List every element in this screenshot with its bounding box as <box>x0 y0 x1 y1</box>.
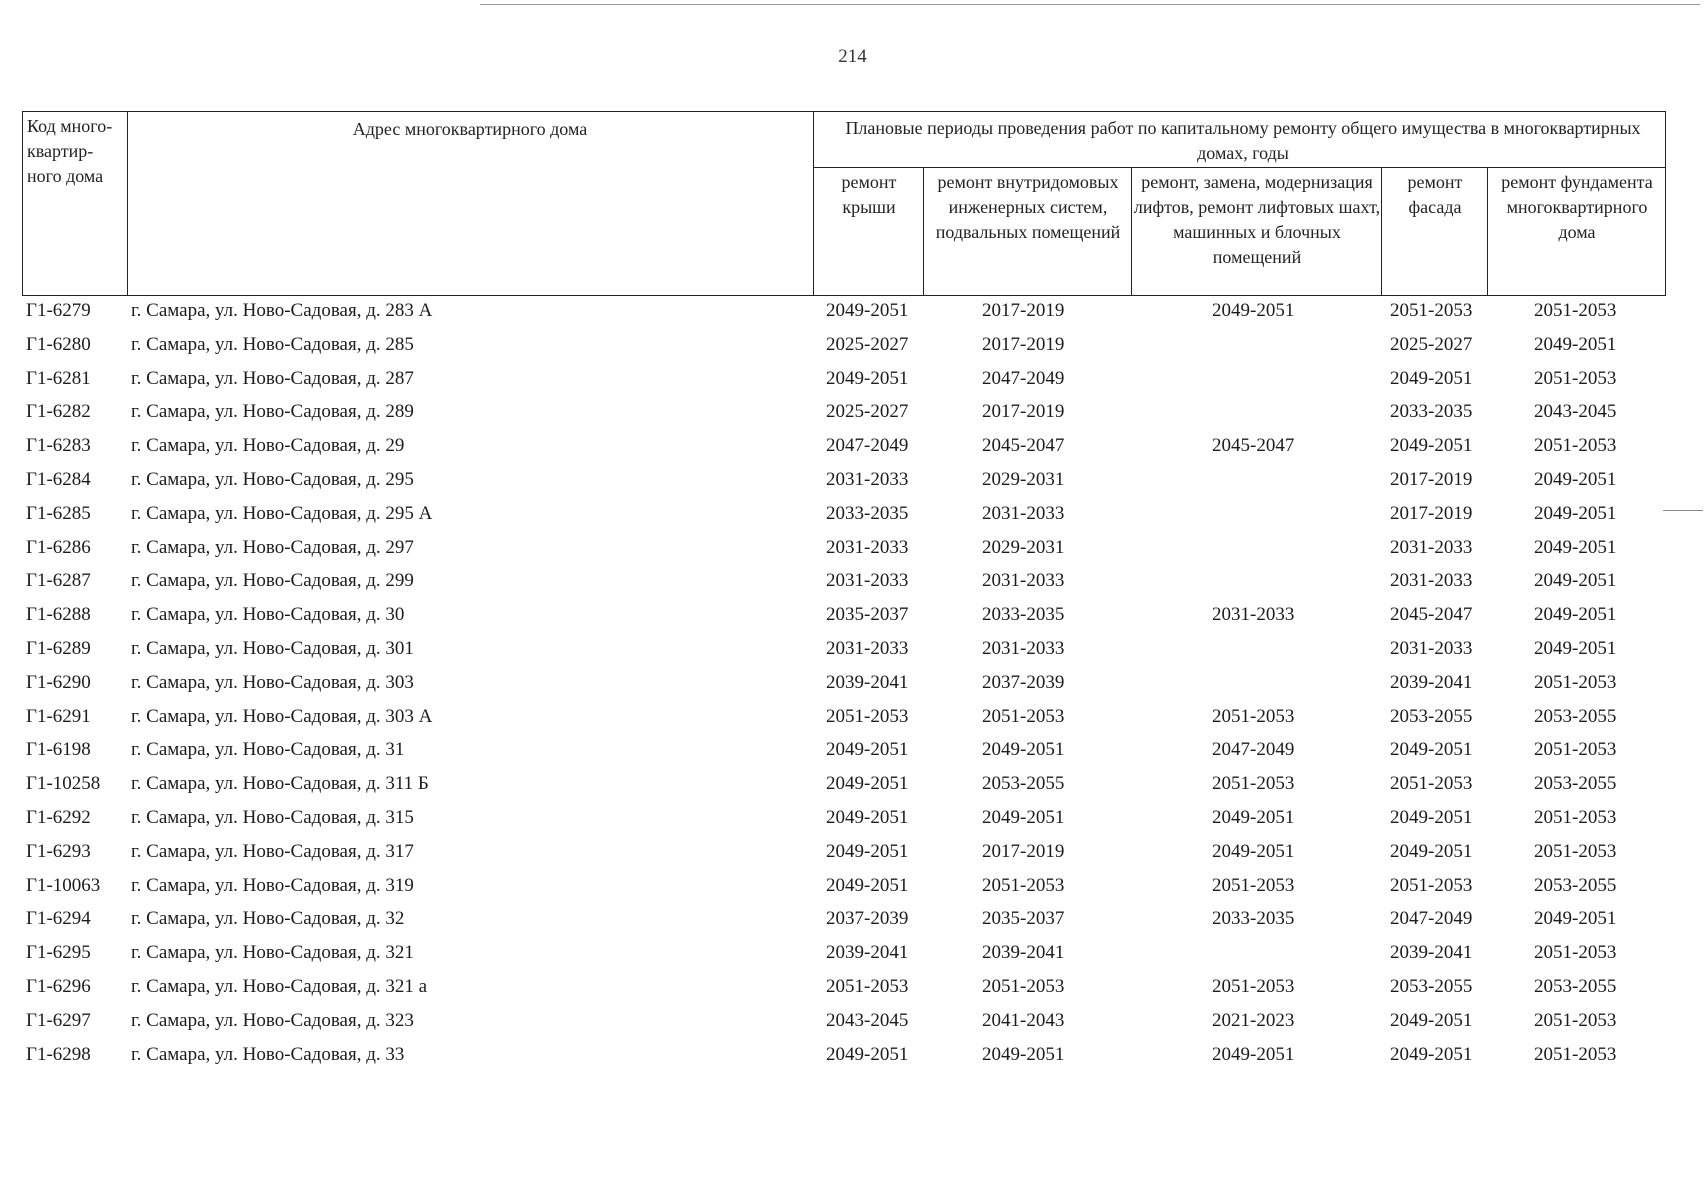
cell-engineering: 2045-2047 <box>982 435 1065 457</box>
cell-facade: 2039-2041 <box>1390 671 1473 693</box>
cell-foundation: 2049-2051 <box>1534 333 1617 355</box>
header-engineering: ремонт внутридомовых инженерных систем, подвальных помещений <box>935 172 1121 242</box>
cell-facade: 2049-2051 <box>1390 435 1473 457</box>
cell-facade: 2049-2051 <box>1390 367 1473 389</box>
cell-facade: 2039-2041 <box>1390 942 1473 964</box>
cell-engineering: 2041-2043 <box>982 1009 1065 1031</box>
table-row <box>0 533 1705 567</box>
cell-foundation: 2053-2055 <box>1534 773 1617 795</box>
cell-lifts: 2047-2049 <box>1212 739 1295 761</box>
cell-address: г. Самара, ул. Ново-Садовая, д. 30 <box>131 604 405 626</box>
table-row <box>0 634 1705 668</box>
cell-foundation: 2049-2051 <box>1534 502 1617 524</box>
cell-roof: 2035-2037 <box>826 604 909 626</box>
cell-lifts: 2051-2053 <box>1212 975 1295 997</box>
cell-code: Г1-6290 <box>26 671 91 693</box>
cell-code: Г1-6279 <box>26 300 91 321</box>
cell-roof: 2043-2045 <box>826 1009 909 1031</box>
table-row <box>0 465 1705 499</box>
cell-foundation: 2051-2053 <box>1534 806 1617 828</box>
cell-address: г. Самара, ул. Ново-Садовая, д. 303 <box>131 671 414 693</box>
cell-code: Г1-6287 <box>26 570 91 592</box>
cell-engineering: 2029-2031 <box>982 468 1065 490</box>
cell-address: г. Самара, ул. Ново-Садовая, д. 32 <box>131 908 405 930</box>
cell-facade: 2049-2051 <box>1390 739 1473 761</box>
cell-roof: 2031-2033 <box>826 637 909 659</box>
header-divider <box>1487 167 1488 295</box>
cell-address: г. Самара, ул. Ново-Садовая, д. 301 <box>131 637 414 659</box>
cell-facade: 2053-2055 <box>1390 975 1473 997</box>
cell-code: Г1-6294 <box>26 908 91 930</box>
cell-code: Г1-10063 <box>26 874 101 896</box>
cell-code: Г1-6288 <box>26 604 91 626</box>
cell-address: г. Самара, ул. Ново-Садовая, д. 287 <box>131 367 414 389</box>
header-divider <box>813 112 814 295</box>
table-row <box>0 769 1705 803</box>
cell-foundation: 2051-2053 <box>1534 1043 1617 1065</box>
cell-foundation: 2049-2051 <box>1534 908 1617 930</box>
header-periods: Плановые периоды проведения работ по капитальному ремонту общего имущества в многоквартирных домах, годы <box>845 118 1641 163</box>
cell-code: Г1-6285 <box>26 502 91 524</box>
cell-code: Г1-6292 <box>26 806 91 828</box>
cell-facade: 2051-2053 <box>1390 874 1473 896</box>
cell-roof: 2039-2041 <box>826 671 909 693</box>
cell-facade: 2049-2051 <box>1390 1009 1473 1031</box>
cell-address: г. Самара, ул. Ново-Садовая, д. 289 <box>131 401 414 423</box>
table-row <box>0 938 1705 972</box>
cell-address: г. Самара, ул. Ново-Садовая, д. 283 А <box>131 300 433 321</box>
table-row <box>0 972 1705 1006</box>
cell-address: г. Самара, ул. Ново-Садовая, д. 33 <box>131 1043 405 1065</box>
cell-foundation: 2053-2055 <box>1534 705 1617 727</box>
cell-facade: 2031-2033 <box>1390 570 1473 592</box>
cell-address: г. Самара, ул. Ново-Садовая, д. 315 <box>131 806 414 828</box>
header-divider <box>127 112 128 295</box>
cell-roof: 2037-2039 <box>826 908 909 930</box>
cell-facade: 2017-2019 <box>1390 468 1473 490</box>
cell-engineering: 2047-2049 <box>982 367 1065 389</box>
cell-facade: 2017-2019 <box>1390 502 1473 524</box>
cell-code: Г1-6298 <box>26 1043 91 1065</box>
table-row <box>0 1040 1705 1074</box>
table-row <box>0 1006 1705 1040</box>
page-number: 214 <box>838 46 867 67</box>
cell-code: Г1-6280 <box>26 333 91 355</box>
cell-facade: 2033-2035 <box>1390 401 1473 423</box>
cell-foundation: 2053-2055 <box>1534 975 1617 997</box>
cell-engineering: 2033-2035 <box>982 604 1065 626</box>
table-row <box>0 803 1705 837</box>
cell-facade: 2047-2049 <box>1390 908 1473 930</box>
cell-roof: 2049-2051 <box>826 739 909 761</box>
cell-foundation: 2051-2053 <box>1534 300 1617 321</box>
cell-engineering: 2049-2051 <box>982 1043 1065 1065</box>
cell-code: Г1-6284 <box>26 468 91 490</box>
table-row <box>0 330 1705 364</box>
cell-facade: 2051-2053 <box>1390 773 1473 795</box>
cell-address: г. Самара, ул. Ново-Садовая, д. 303 А <box>131 705 433 727</box>
header-facade: ремонт фасада <box>1407 172 1463 217</box>
cell-roof: 2033-2035 <box>826 502 909 524</box>
cell-address: г. Самара, ул. Ново-Садовая, д. 321 <box>131 942 414 964</box>
table-row <box>0 566 1705 600</box>
table-row <box>0 702 1705 736</box>
cell-engineering: 2049-2051 <box>982 806 1065 828</box>
cell-foundation: 2049-2051 <box>1534 536 1617 558</box>
header-lifts: ремонт, замена, модернизация лифтов, ремонт лифтовых шахт, машинных и блочных помещений <box>1133 172 1381 267</box>
cell-roof: 2039-2041 <box>826 942 909 964</box>
cell-roof: 2051-2053 <box>826 705 909 727</box>
cell-engineering: 2029-2031 <box>982 536 1065 558</box>
cell-engineering: 2017-2019 <box>982 333 1065 355</box>
cell-address: г. Самара, ул. Ново-Садовая, д. 319 <box>131 874 414 896</box>
cell-address: г. Самара, ул. Ново-Садовая, д. 323 <box>131 1009 414 1031</box>
cell-code: Г1-6293 <box>26 840 91 862</box>
cell-roof: 2049-2051 <box>826 806 909 828</box>
cell-facade: 2049-2051 <box>1390 1043 1473 1065</box>
cell-engineering: 2051-2053 <box>982 874 1065 896</box>
cell-code: Г1-6289 <box>26 637 91 659</box>
cell-code: Г1-6297 <box>26 1009 91 1031</box>
cell-engineering: 2031-2033 <box>982 502 1065 524</box>
cell-lifts: 2049-2051 <box>1212 300 1295 321</box>
cell-engineering: 2051-2053 <box>982 705 1065 727</box>
cell-engineering: 2035-2037 <box>982 908 1065 930</box>
table-row <box>0 600 1705 634</box>
header-divider <box>813 167 1665 168</box>
cell-roof: 2031-2033 <box>826 536 909 558</box>
cell-facade: 2031-2033 <box>1390 536 1473 558</box>
table-row <box>0 871 1705 905</box>
table-row <box>0 431 1705 465</box>
cell-engineering: 2049-2051 <box>982 739 1065 761</box>
cell-address: г. Самара, ул. Ново-Садовая, д. 295 А <box>131 502 433 524</box>
cell-foundation: 2053-2055 <box>1534 874 1617 896</box>
table-row <box>0 735 1705 769</box>
cell-engineering: 2039-2041 <box>982 942 1065 964</box>
cell-facade: 2049-2051 <box>1390 806 1473 828</box>
cell-foundation: 2051-2053 <box>1534 671 1617 693</box>
table-body <box>0 296 1705 1073</box>
header-divider <box>1131 167 1132 295</box>
cell-foundation: 2051-2053 <box>1534 435 1617 457</box>
cell-facade: 2025-2027 <box>1390 333 1473 355</box>
cell-code: Г1-6198 <box>26 739 91 761</box>
table-row <box>0 296 1705 330</box>
cell-code: Г1-6286 <box>26 536 91 558</box>
cell-address: г. Самара, ул. Ново-Садовая, д. 285 <box>131 333 414 355</box>
cell-facade: 2031-2033 <box>1390 637 1473 659</box>
cell-address: г. Самара, ул. Ново-Садовая, д. 321 а <box>131 975 428 997</box>
cell-engineering: 2031-2033 <box>982 637 1065 659</box>
cell-code: Г1-10258 <box>26 773 101 795</box>
cell-roof: 2031-2033 <box>826 468 909 490</box>
header-foundation: ремонт фундамента многоквартирного дома <box>1501 172 1653 242</box>
cell-foundation: 2049-2051 <box>1534 570 1617 592</box>
cell-address: г. Самара, ул. Ново-Садовая, д. 295 <box>131 468 414 490</box>
cell-address: г. Самара, ул. Ново-Садовая, д. 29 <box>131 435 405 457</box>
cell-code: Г1-6295 <box>26 942 91 964</box>
table-header <box>22 111 1666 296</box>
cell-code: Г1-6283 <box>26 435 91 457</box>
cell-facade: 2049-2051 <box>1390 840 1473 862</box>
cell-lifts: 2051-2053 <box>1212 773 1295 795</box>
cell-address: г. Самара, ул. Ново-Садовая, д. 311 Б <box>131 773 429 795</box>
cell-engineering: 2051-2053 <box>982 975 1065 997</box>
cell-address: г. Самара, ул. Ново-Садовая, д. 297 <box>131 536 414 558</box>
cell-foundation: 2051-2053 <box>1534 1009 1617 1031</box>
table-row <box>0 364 1705 398</box>
cell-roof: 2025-2027 <box>826 333 909 355</box>
cell-foundation: 2051-2053 <box>1534 739 1617 761</box>
cell-lifts: 2045-2047 <box>1212 435 1295 457</box>
header-divider <box>923 167 924 295</box>
table-row <box>0 499 1705 533</box>
cell-foundation: 2043-2045 <box>1534 401 1617 423</box>
cell-roof: 2049-2051 <box>826 1043 909 1065</box>
cell-roof: 2049-2051 <box>826 840 909 862</box>
cell-address: г. Самара, ул. Ново-Садовая, д. 299 <box>131 570 414 592</box>
cell-engineering: 2053-2055 <box>982 773 1065 795</box>
cell-roof: 2047-2049 <box>826 435 909 457</box>
cell-engineering: 2031-2033 <box>982 570 1065 592</box>
cell-lifts: 2049-2051 <box>1212 840 1295 862</box>
cell-roof: 2025-2027 <box>826 401 909 423</box>
cell-lifts: 2033-2035 <box>1212 908 1295 930</box>
table-row <box>0 904 1705 938</box>
cell-foundation: 2051-2053 <box>1534 840 1617 862</box>
table-row <box>0 668 1705 702</box>
cell-facade: 2045-2047 <box>1390 604 1473 626</box>
cell-lifts: 2021-2023 <box>1212 1009 1295 1031</box>
cell-roof: 2051-2053 <box>826 975 909 997</box>
table-row <box>0 397 1705 431</box>
cell-foundation: 2049-2051 <box>1534 468 1617 490</box>
table-row <box>0 837 1705 871</box>
cell-roof: 2049-2051 <box>826 773 909 795</box>
cell-address: г. Самара, ул. Ново-Садовая, д. 31 <box>131 739 405 761</box>
cell-lifts: 2049-2051 <box>1212 1043 1295 1065</box>
cell-facade: 2051-2053 <box>1390 300 1473 321</box>
cell-facade: 2053-2055 <box>1390 705 1473 727</box>
cell-roof: 2049-2051 <box>826 367 909 389</box>
cell-foundation: 2051-2053 <box>1534 367 1617 389</box>
cell-roof: 2049-2051 <box>826 300 909 321</box>
cell-roof: 2031-2033 <box>826 570 909 592</box>
cell-code: Г1-6291 <box>26 705 91 727</box>
cell-code: Г1-6282 <box>26 401 91 423</box>
cell-engineering: 2017-2019 <box>982 300 1065 321</box>
cell-foundation: 2049-2051 <box>1534 604 1617 626</box>
cell-lifts: 2049-2051 <box>1212 806 1295 828</box>
header-roof: ремонт крыши <box>841 172 897 217</box>
cell-engineering: 2017-2019 <box>982 401 1065 423</box>
cell-code: Г1-6281 <box>26 367 91 389</box>
header-divider <box>1381 167 1382 295</box>
cell-address: г. Самара, ул. Ново-Садовая, д. 317 <box>131 840 414 862</box>
cell-foundation: 2051-2053 <box>1534 942 1617 964</box>
cell-engineering: 2017-2019 <box>982 840 1065 862</box>
cell-foundation: 2049-2051 <box>1534 637 1617 659</box>
cell-code: Г1-6296 <box>26 975 91 997</box>
header-address: Адрес многоквартирного дома <box>352 119 588 139</box>
scan-top-rule <box>480 4 1700 5</box>
cell-lifts: 2051-2053 <box>1212 705 1295 727</box>
cell-lifts: 2031-2033 <box>1212 604 1295 626</box>
cell-engineering: 2037-2039 <box>982 671 1065 693</box>
cell-lifts: 2051-2053 <box>1212 874 1295 896</box>
cell-roof: 2049-2051 <box>826 874 909 896</box>
header-code: Код много-квартир-ного дома <box>27 116 113 186</box>
